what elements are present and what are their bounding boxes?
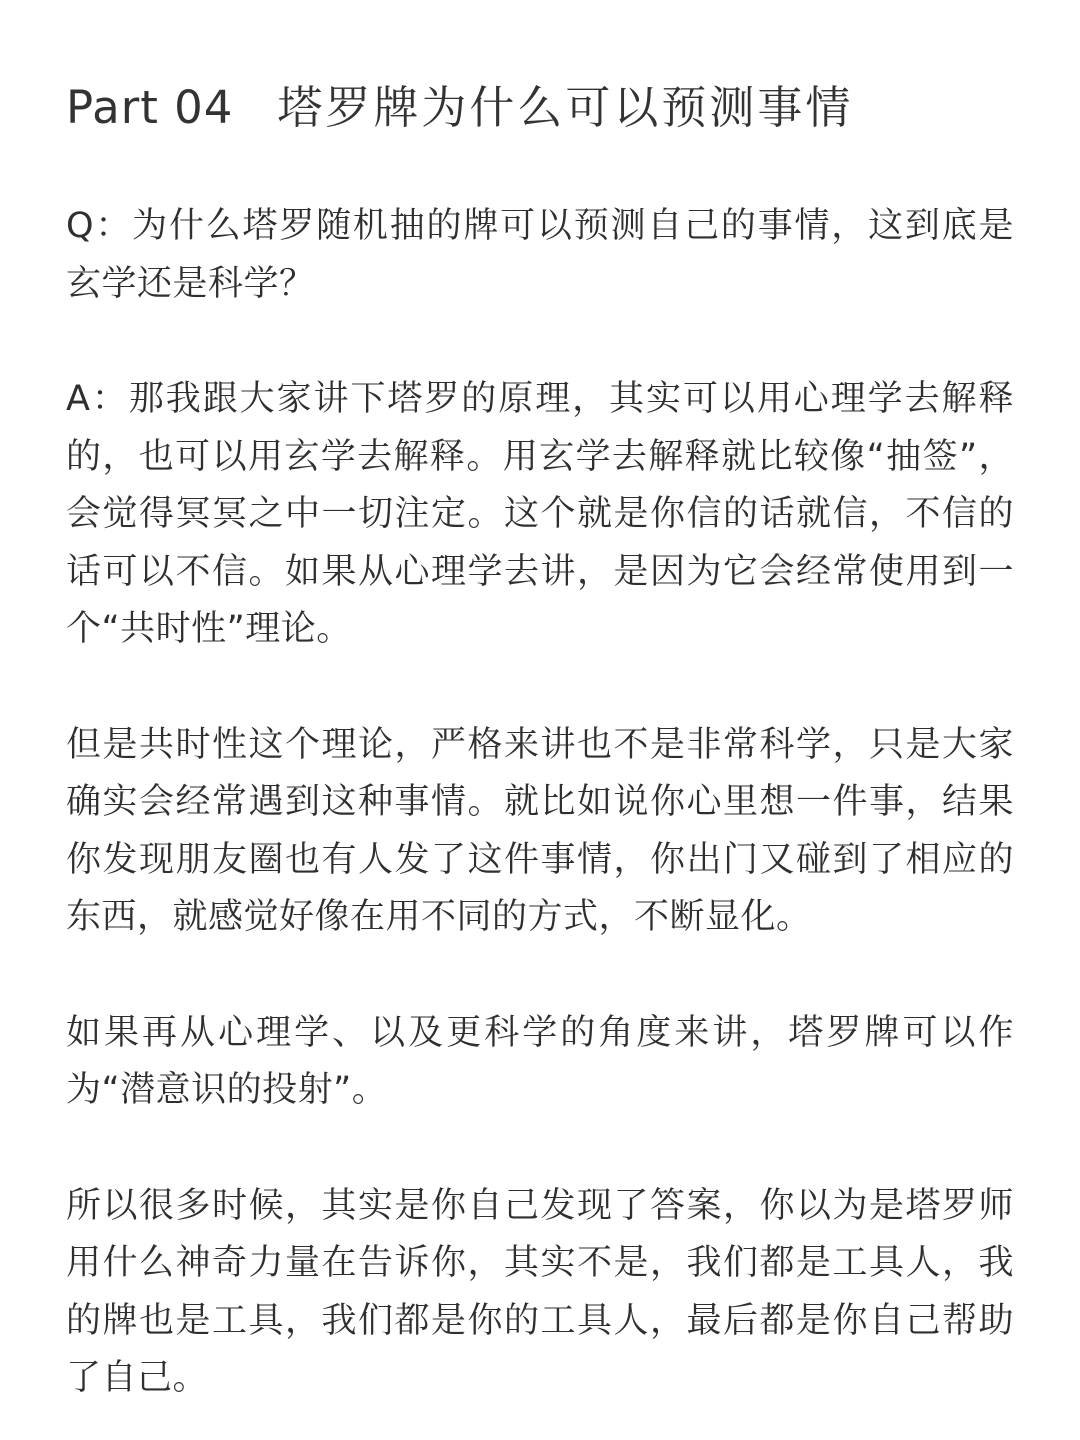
paragraph-projection: 如果再从心理学、以及更科学的角度来讲，塔罗牌可以作为“潜意识的投射”。 <box>66 1012 1014 1110</box>
paragraph-answer: A：那我跟大家讲下塔罗的原理，其实可以用心理学去解释的，也可以用玄学去解释。用玄学去解释就比较像“抽签”，会觉得冥冥之中一切注定。这个就是你信的话就信，不信的话可以不信。如果从心理学去讲，是因为它会经常使用到一个“共时性”理论。 <box>66 379 1014 649</box>
paragraph-synchronicity: 但是共时性这个理论，严格来讲也不是非常科学，只是大家确实会经常遇到这种事情。就比如说你心里想一件事，结果你发现朋友圈也有人发了这件事情，你出门又碰到了相应的东西，就感觉好像在用不同的方式，不断显化。 <box>66 724 1014 937</box>
paragraph-conclusion: 所以很多时候，其实是你自己发现了答案，你以为是塔罗师用什么神奇力量在告诉你，其实不是，我们都是工具人，我的牌也是工具，我们都是你的工具人，最后都是你自己帮助了自己。 <box>66 1185 1014 1398</box>
article-body <box>66 198 1014 1408</box>
paragraph-question: Q：为什么塔罗随机抽的牌可以预测自己的事情，这到底是玄学还是科学？ <box>66 206 1014 304</box>
page-title <box>66 78 1014 138</box>
title-text: 塔罗牌为什么可以预测事情 <box>277 81 854 134</box>
part-label: Part 04 <box>66 81 234 134</box>
